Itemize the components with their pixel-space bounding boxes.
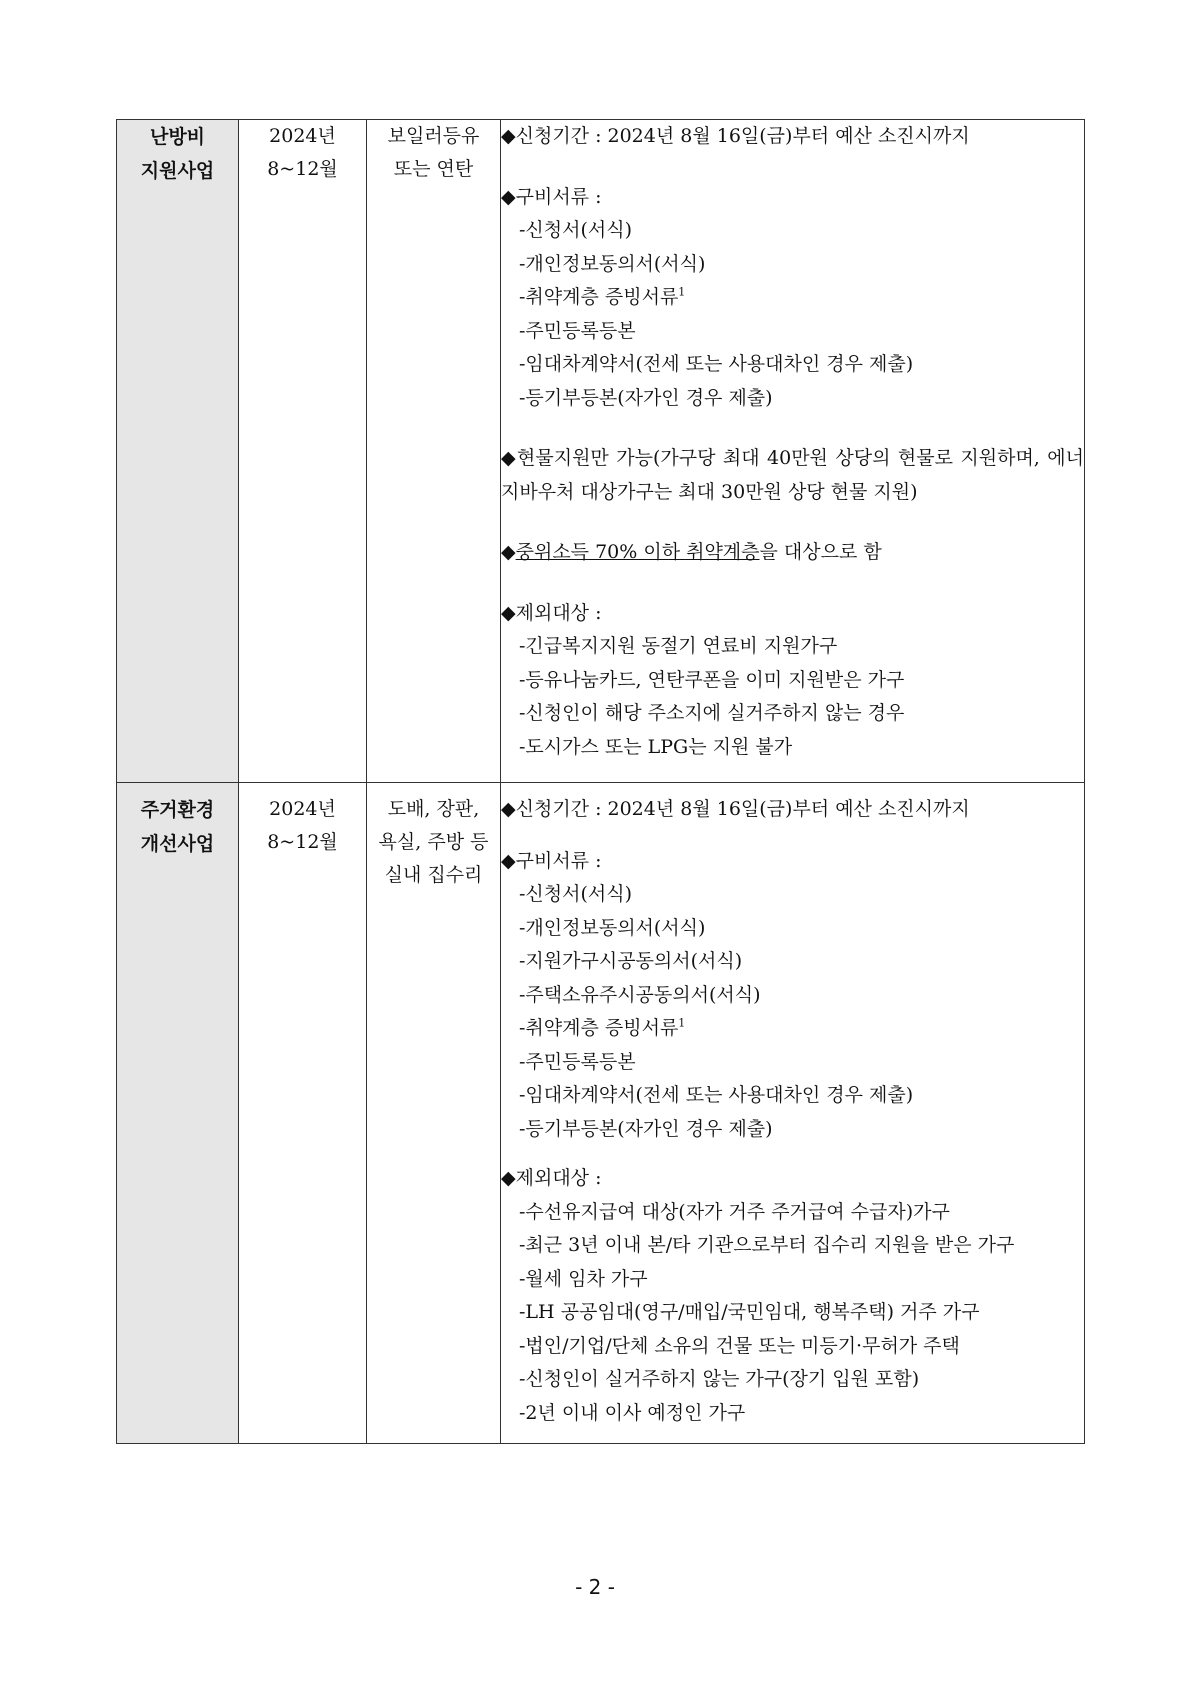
document-item: -개인정보동의서(서식)	[519, 916, 706, 939]
program-name-line: 지원사업	[140, 160, 215, 182]
period-line: 8~12월	[267, 831, 338, 853]
exclusion-item: -최근 3년 이내 본/타 기관으로부터 집수리 지원을 받은 가구	[519, 1234, 1015, 1256]
detail-cell	[501, 120, 1085, 783]
target-line: 보일러등유	[387, 125, 480, 147]
document-item-text: -취약계층 증빙서류	[519, 286, 679, 308]
documents-heading: ◆구비서류 :	[501, 849, 602, 872]
detail-cell	[501, 783, 1085, 1444]
table-row	[117, 783, 1085, 1444]
exclusion-item: -긴급복지지원 동절기 연료비 지원가구	[519, 635, 838, 657]
target-line: 실내 집수리	[384, 864, 483, 886]
exclusion-item: -수선유지급여 대상(자가 거주 주거급여 수급자)가구	[519, 1200, 950, 1223]
exclusions-heading: ◆제외대상 :	[501, 1167, 602, 1189]
diamond-bullet: ◆	[501, 541, 516, 563]
support-programs-table	[116, 119, 1085, 1444]
eligibility-line	[501, 536, 1084, 570]
exclusion-item: -신청인이 해당 주소지에 실거주하지 않는 경우	[519, 702, 905, 724]
program-name-cell	[117, 783, 239, 1444]
target-line: 도배, 장판,	[387, 798, 480, 820]
eligibility-suffix: 을 대상으로 함	[759, 541, 882, 563]
document-item: -임대차계약서(전세 또는 사용대차인 경우 제출)	[519, 353, 914, 375]
eligibility-criteria: 중위소득 70% 이하 취약계층	[515, 541, 760, 563]
target-line: 욕실, 주방 등	[378, 831, 489, 853]
program-name-line: 난방비	[149, 126, 206, 148]
exclusion-item: -신청인이 실거주하지 않는 가구(장기 입원 포함)	[519, 1368, 920, 1390]
document-item: -신청서(서식)	[519, 219, 633, 241]
document-item-with-footnote	[501, 281, 1084, 315]
documents-heading: ◆구비서류 :	[501, 185, 602, 208]
footnote-mark[interactable]: 1	[678, 1016, 686, 1030]
in-kind-support-note: ◆현물지원만 가능(가구당 최대 40만원 상당의 현물로 지원하며, 에너지바우처 대상가구는 최대 30만원 상당 현물 지원)	[501, 447, 1084, 503]
document-item: -주택소유주시공동의서(서식)	[519, 983, 761, 1006]
exclusion-item: -2년 이내 이사 예정인 가구	[519, 1401, 746, 1424]
document-item: -등기부등본(자가인 경우 제출)	[519, 1117, 773, 1140]
exclusion-item: -등유나눔카드, 연탄쿠폰을 이미 지원받은 가구	[519, 668, 905, 691]
document-item: -주민등록등본	[519, 319, 636, 342]
table-row	[117, 120, 1085, 783]
exclusions-heading: ◆제외대상 :	[501, 601, 602, 624]
document-item: -임대차계약서(전세 또는 사용대차인 경우 제출)	[519, 1084, 914, 1106]
document-item-text: -취약계층 증빙서류	[519, 1017, 679, 1039]
document-item: -지원가구시공동의서(서식)	[519, 950, 743, 972]
program-name-line: 개선사업	[140, 833, 215, 855]
target-line: 또는 연탄	[393, 158, 474, 180]
support-target-cell	[367, 120, 501, 783]
period-line: 8~12월	[267, 158, 338, 180]
program-name-cell	[117, 120, 239, 783]
support-target-cell	[367, 783, 501, 1444]
exclusion-item: -법인/기업/단체 소유의 건물 또는 미등기·무허가 주택	[519, 1334, 960, 1357]
application-period: ◆신청기간 : 2024년 8월 16일(금)부터 예산 소진시까지	[501, 125, 970, 147]
program-name-line: 주거환경	[140, 799, 215, 821]
period-cell	[239, 783, 367, 1444]
exclusion-item: -월세 임차 가구	[519, 1267, 648, 1290]
document-item: -신청서(서식)	[519, 883, 633, 905]
period-line: 2024년	[269, 798, 336, 820]
document-item: -주민등록등본	[519, 1050, 636, 1073]
exclusion-item: -LH 공공임대(영구/매입/국민임대, 행복주택) 거주 가구	[519, 1301, 980, 1323]
document-item: -개인정보동의서(서식)	[519, 252, 706, 275]
period-cell	[239, 120, 367, 783]
footnote-mark[interactable]: 1	[678, 285, 686, 299]
page-number: - 2 -	[575, 1575, 615, 1599]
document-item-with-footnote	[501, 1012, 1084, 1046]
period-line: 2024년	[269, 125, 336, 147]
document-item: -등기부등본(자가인 경우 제출)	[519, 386, 773, 409]
application-period: ◆신청기간 : 2024년 8월 16일(금)부터 예산 소진시까지	[501, 798, 970, 820]
exclusion-item: -도시가스 또는 LPG는 지원 불가	[519, 735, 793, 758]
